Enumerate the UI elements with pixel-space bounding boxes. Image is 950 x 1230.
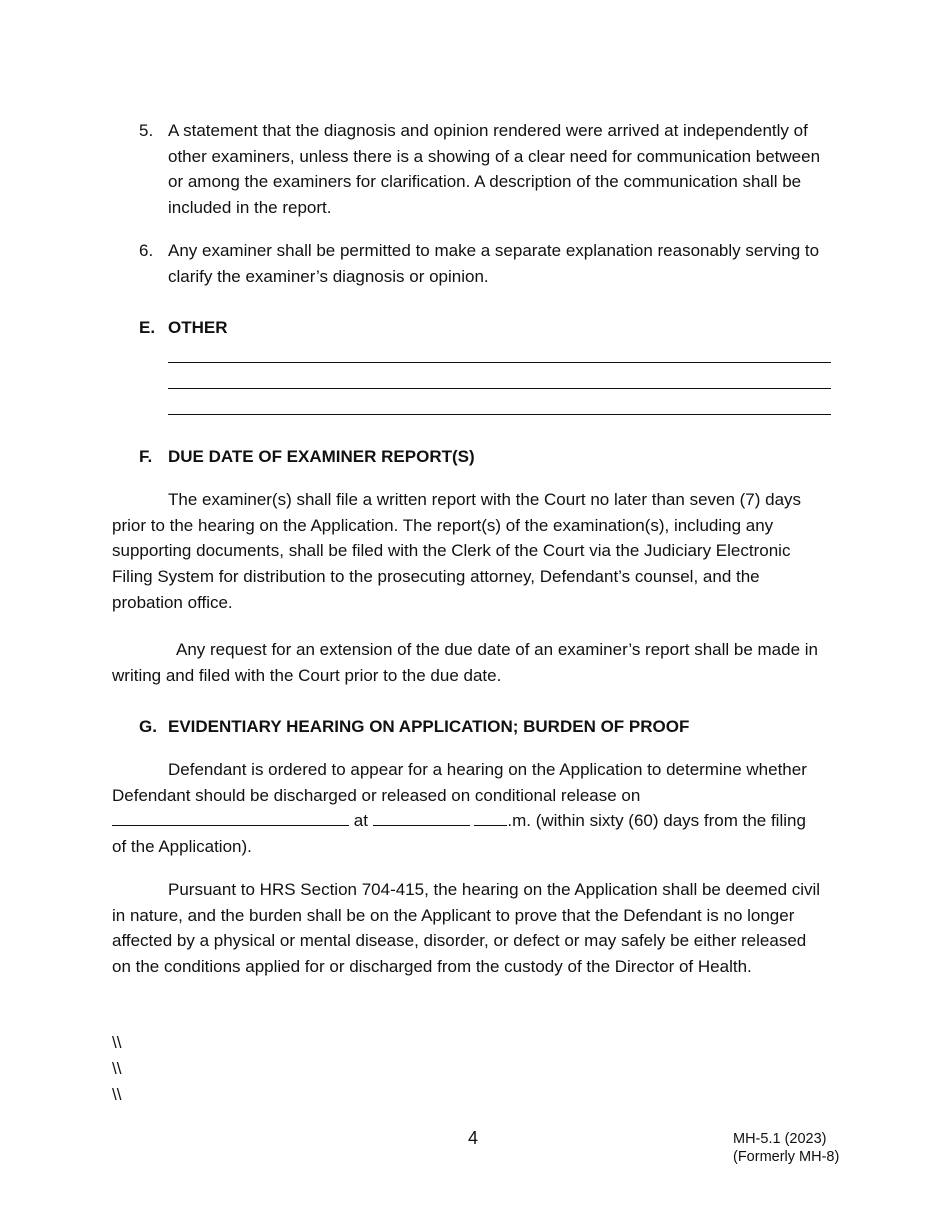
section-title: OTHER: [168, 318, 228, 337]
section-title: EVIDENTIARY HEARING ON APPLICATION; BURDEN OF PROOF: [168, 717, 690, 736]
form-id: MH-5.1 (2023): [733, 1131, 827, 1147]
hearing-time-blank[interactable]: [373, 808, 470, 826]
at-label: at: [353, 811, 368, 831]
list-item-6: [139, 238, 834, 290]
continuation-mark: \\: [112, 1033, 122, 1052]
hearing-date-blank[interactable]: [112, 808, 349, 826]
section-letter: E.: [139, 318, 156, 337]
section-title: DUE DATE OF EXAMINER REPORT(S): [168, 447, 475, 466]
list-item-number: 5.: [139, 121, 154, 140]
other-blank-line-3[interactable]: [168, 414, 831, 415]
paragraph-text: The examiner(s) shall file a written report with the Court no later than seven (7) days prior to the hearing on the Application. The report(s) of the examination(s), including any supporting documents, shall be filed with the Clerk of the Court via the Judiciary Electronic Filing System for distribution to the prosecuting attorney, Defendant’s counsel, and the probation office.: [112, 490, 802, 612]
list-item-5: [139, 118, 834, 222]
list-item-text: A statement that the diagnosis and opinion rendered were arrived at independently of other examiners, unless there is a showing of a clear need for communication between or among the examiners for clarification. A description of the communication shall be included in the report.: [168, 121, 821, 218]
paragraph-text: Defendant is ordered to appear for a hearing on the Application to determine whether Defendant should be discharged or released on conditional release on: [112, 760, 807, 805]
burden-paragraph: [112, 877, 824, 980]
continuation-mark: \\: [112, 1085, 122, 1104]
hearing-paragraph: [112, 757, 824, 860]
form-id-block: [733, 1130, 839, 1166]
list-item-text: Any examiner shall be permitted to make a separate explanation reasonably serving to clarify the examiner’s diagnosis or opinion.: [168, 241, 820, 286]
paragraph-text: Any request for an extension of the due date of an examiner’s report shall be made in writing and filed with the Court prior to the due date.: [112, 640, 818, 685]
formerly-form-id: (Formerly MH-8): [733, 1149, 840, 1165]
due-date-paragraph: [112, 487, 824, 616]
page-number: 4: [468, 1128, 479, 1148]
paragraph-text: Pursuant to HRS Section 704-415, the hearing on the Application shall be deemed civil in nature, and the burden shall be on the Applicant to prove that the Defendant is no longer affected by a physical or mental disease, disorder, or defect or may safely be either released on the conditions applied for or discharged from the custody of the Director of Health.: [112, 880, 821, 977]
continuation-mark: \\: [112, 1059, 122, 1078]
extension-paragraph: [112, 637, 824, 688]
list-item-number: 6.: [139, 241, 154, 260]
other-blank-line-2[interactable]: [168, 388, 831, 389]
paragraph-text: .m. (within sixty (60) days from the filing of the Application).: [112, 811, 806, 857]
section-letter: F.: [139, 447, 153, 466]
section-letter: G.: [139, 717, 157, 736]
other-blank-line-1[interactable]: [168, 362, 831, 363]
am-pm-blank[interactable]: [474, 808, 507, 826]
